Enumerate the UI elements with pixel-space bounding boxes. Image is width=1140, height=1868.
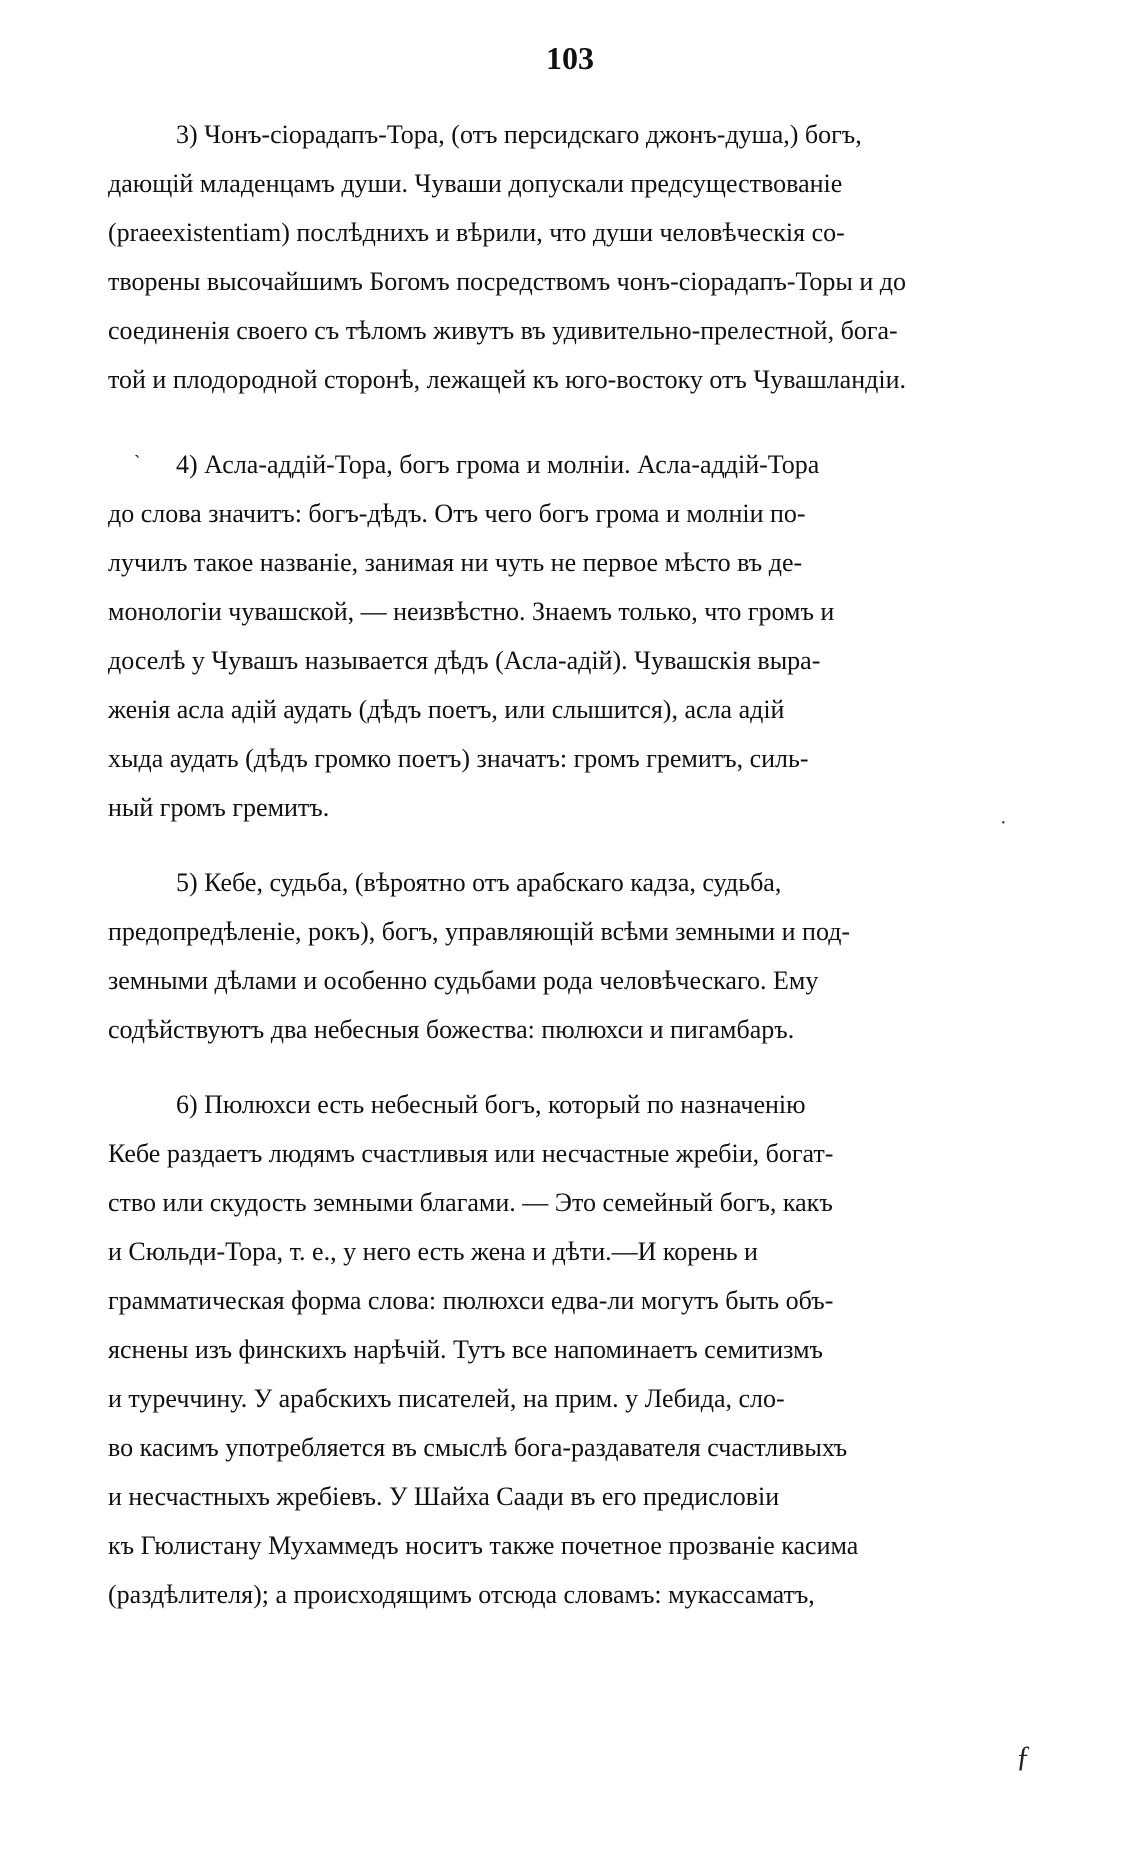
text-line: 4) Асла-аддiй-Тора, богъ грома и молнiи. Асла-аддiй-Тора: [176, 450, 820, 479]
print-speck: ·: [1000, 812, 1007, 834]
text-line: ство или скудость земными благами. — Это семейный богъ, какъ: [108, 1188, 833, 1217]
text-line: 6) Пюлюхси есть небесный богъ, который по назначенiю: [176, 1090, 806, 1119]
paragraph-4: [108, 440, 994, 832]
paragraph-3: [108, 110, 994, 404]
print-speck: ƒ: [1016, 1740, 1031, 1773]
text-line: грамматическая форма слова: пюлюхси едва-ли могутъ быть объ-: [108, 1286, 834, 1315]
text-line: Кебе раздаетъ людямъ счастливыя или несчастные жребiи, богат-: [108, 1139, 834, 1168]
text-line: и несчастныхъ жребiевъ. У Шайха Саади въ его предисловiи: [108, 1482, 780, 1511]
text-line: и Сюльди-Тора, т. е., у него есть жена и дѣти.—И корень и: [108, 1237, 758, 1266]
text-line: предопредѣленiе, рокъ), богъ, управляющiй всѣми земными и под-: [108, 917, 851, 946]
text-line: доселѣ у Чувашъ называется дѣдъ (Асла-адiй). Чувашскiя выра-: [108, 646, 821, 675]
text-line: содѣйствуютъ два небесныя божества: пюлюхси и пигамбаръ.: [108, 1015, 795, 1044]
text-line: земными дѣлами и особенно судьбами рода человѣческаго. Ему: [108, 966, 819, 995]
text-line: творены высочайшимъ Богомъ посредствомъ чонъ-сiорадапъ-Торы и до: [108, 267, 907, 296]
page-number: 103: [546, 40, 594, 76]
text-line: дающiй младенцамъ души. Чуваши допускали предсуществованiе: [108, 169, 843, 198]
text-line: яснены изъ финскихъ нарѣчiй. Тутъ все напоминаетъ семитизмъ: [108, 1335, 823, 1364]
text-line: монологiи чувашской, — неизвѣстно. Знаемъ только, что громъ и: [108, 597, 835, 626]
text-line: къ Гюлистану Мухаммедъ носитъ также почетное прозванiе касима: [108, 1531, 859, 1560]
text-line: лучилъ такое названiе, занимая ни чуть не первое мѣсто въ де-: [108, 548, 803, 577]
text-line: (praeexistentiam) послѣднихъ и вѣрили, что души человѣческiя со-: [108, 218, 845, 247]
print-speck: `: [134, 452, 141, 474]
text-line: (раздѣлителя); а происходящимъ отсюда словамъ: мукассаматъ,: [108, 1580, 815, 1609]
text-line: ный громъ гремитъ.: [108, 793, 330, 822]
text-line: и туреччину. У арабскихъ писателей, на прим. у Лебида, сло-: [108, 1384, 785, 1413]
text-line: 3) Чонъ-сiорадапъ-Тора, (отъ персидскаго джонъ-душа,) богъ,: [176, 120, 862, 149]
text-line: хыда аудать (дѣдъ громко поетъ) значатъ: громъ гремитъ, силь-: [108, 744, 809, 773]
text-line: той и плодородной сторонѣ, лежащей къ юго-востоку отъ Чувашландiи.: [108, 365, 907, 394]
text-line: во касимъ употребляется въ смыслѣ бога-раздавателя счастливыхъ: [108, 1433, 848, 1462]
text-line: до слова значитъ: богъ-дѣдъ. Отъ чего богъ грома и молнiи по-: [108, 499, 806, 528]
paragraph-6: [108, 1080, 994, 1619]
text-line: женiя асла адiй аудать (дѣдъ поетъ, или слышится), асла адiй: [108, 695, 785, 724]
paragraph-5: [108, 858, 994, 1054]
text-line: соединенiя своего съ тѣломъ живутъ въ удивительно-прелестной, бога-: [108, 316, 898, 345]
text-line: 5) Кебе, судьба, (вѣроятно отъ арабскаго кадза, судьба,: [176, 868, 782, 897]
